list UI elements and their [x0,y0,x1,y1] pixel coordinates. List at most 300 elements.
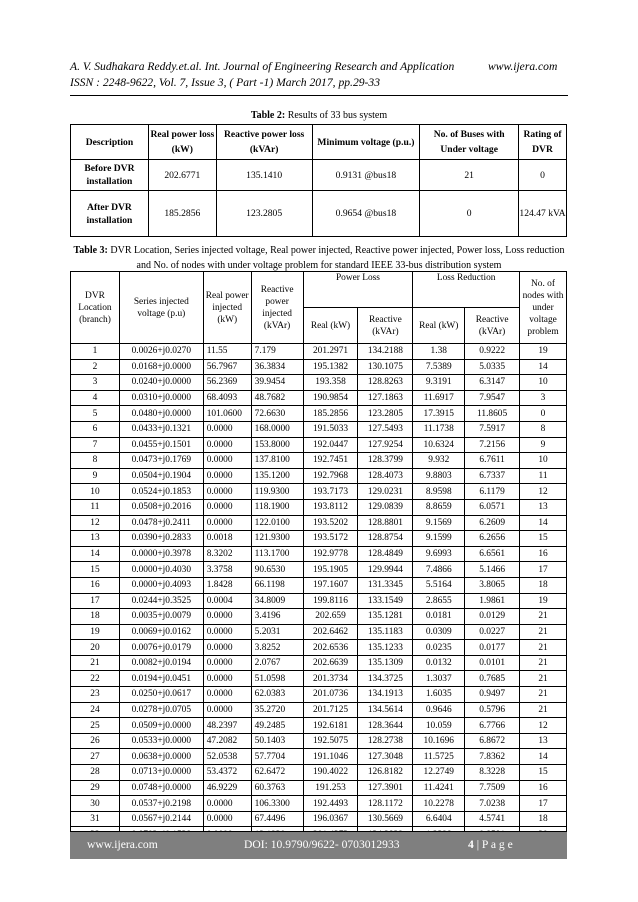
table3-cell: 19 [71,624,120,640]
table3-cell: 0.0390+j0.2833 [119,531,203,547]
table3-row [71,624,567,640]
table3-cell: 24 [71,702,120,718]
table3-cell: 2.0767 [251,655,303,671]
table3-row [71,531,567,547]
header-issn: ISSN : 2248-9622, Vol. 7, Issue 3, ( Part -1) March 2017, pp.29-33 [70,76,380,89]
table3-cell: 67.4496 [251,811,303,827]
table3-cell: 122.0100 [251,515,303,531]
table3-cell: 0.0000 [203,421,251,437]
table3-cell: 2.8655 [413,593,465,609]
table2-header-cell: No. of Buses with Under voltage [420,125,519,160]
table3-cell: 5.1466 [465,562,520,578]
table3-cell: 127.3901 [358,780,413,796]
table3-row [71,499,567,515]
footer-page-num: 4 [468,838,474,851]
table3-cell: 128.8263 [358,375,413,391]
table3-cell: 17 [520,796,567,812]
table3-cell: 3.8065 [465,577,520,593]
table3-cell: 7.5917 [465,421,520,437]
table3-cell: 6.8672 [465,733,520,749]
table3-cell: 0.0000 [203,811,251,827]
table3-cell: 14 [520,515,567,531]
table3-cell: 202.6536 [303,640,358,656]
table3-cell: 21 [520,624,567,640]
table3-cell: 36.3834 [251,359,303,375]
table3-cell: 18 [71,609,120,625]
table2-header-cell: Description [71,125,149,160]
table3-cell: 0.0000 [203,796,251,812]
table3-cell: 118.1900 [251,499,303,515]
table3-cell: 0.0748+j0.0000 [119,780,203,796]
table2-cell: 21 [420,160,519,191]
table3-cell: 192.7451 [303,453,358,469]
table3-cell: 192.4493 [303,796,358,812]
table3-cell: 0.0309 [413,624,465,640]
table3-cell: 0.0000 [203,609,251,625]
table3-cell: 193.358 [303,375,358,391]
table3-cell: 0.0000 [203,655,251,671]
table2-header-cell: Real power loss (kW) [148,125,216,160]
table3-row [71,421,567,437]
table3-cell: 191.1046 [303,749,358,765]
table3-cell: 126.8182 [358,765,413,781]
table3-cell: 15 [520,765,567,781]
header-site-link[interactable]: www.ijera.com [488,60,558,73]
table3-cell: 202.659 [303,609,358,625]
table3-header-location: DVR Location (branch) [71,272,120,344]
table3-cell: 57.7704 [251,749,303,765]
table3-cell: 17 [520,562,567,578]
table3-cell: 19 [520,344,567,360]
table3-cell: 195.1382 [303,359,358,375]
table3-cell: 0.0177 [465,640,520,656]
table3-row [71,577,567,593]
table3-cell: 6.2609 [465,515,520,531]
table3-cell: 128.1172 [358,796,413,812]
table3-cell: 127.3048 [358,749,413,765]
table3-cell: 8.3228 [465,765,520,781]
table3-cell: 21 [520,640,567,656]
table3-cell: 128.3799 [358,453,413,469]
table3-cell: 113.1700 [251,546,303,562]
table3-cell: 21 [520,655,567,671]
table3-cell: 56.7967 [203,359,251,375]
table3-cell: 0.0132 [413,655,465,671]
table3-cell: 3 [71,375,120,391]
table3-cell: 48.7682 [251,390,303,406]
table3-cell: 0.5796 [465,702,520,718]
table3-cell: 10 [520,375,567,391]
table3-cell: 11.4241 [413,780,465,796]
table3-cell: 68.4093 [203,390,251,406]
table3-header-loss-reduction: Loss Reduction [413,272,520,308]
table3-cell: 119.9300 [251,484,303,500]
table3-cell: 7.9547 [465,390,520,406]
table2-cell: 185.2856 [148,191,216,237]
table3-cell: 0.0026+j0.0270 [119,344,203,360]
table3-cell: 6.6404 [413,811,465,827]
header-rule [70,95,568,96]
table3-cell: 0.0000 [203,484,251,500]
table3-row [71,687,567,703]
table3-cell: 0.0244+j0.3525 [119,593,203,609]
table3-cell: 52.0538 [203,749,251,765]
table3-cell: 0.0000 [203,437,251,453]
table3-cell: 6.2656 [465,531,520,547]
table3-row [71,655,567,671]
table3-cell: 3.3758 [203,562,251,578]
table3-cell: 15 [71,562,120,578]
table3-caption-label: Table 3: [73,245,108,256]
footer-page-number [468,838,513,851]
table3-cell: 0.0069+j0.0162 [119,624,203,640]
running-header [70,58,570,90]
table3-cell: 56.2369 [203,375,251,391]
table3-cell: 134.3725 [358,671,413,687]
table3-cell: 190.4022 [303,765,358,781]
table3-cell: 0.0000+j0.4030 [119,562,203,578]
table3-cell: 6.7766 [465,718,520,734]
table3-cell: 129.0231 [358,484,413,500]
table3-row [71,437,567,453]
table3-header-power-loss: Power Loss [303,272,413,308]
table3-cell: 0 [520,406,567,422]
table3-cell: 21 [520,702,567,718]
table2-header-cell: Minimum voltage (p.u.) [312,125,420,160]
table3-cell: 192.7968 [303,468,358,484]
table3-cell: 0.0240+j0.0000 [119,375,203,391]
table3-cell: 12.2749 [413,765,465,781]
table3-cell: 51.0598 [251,671,303,687]
table3-cell: 62.0383 [251,687,303,703]
table3-cell: 168.0000 [251,421,303,437]
table3-cell: 66.1198 [251,577,303,593]
table3-cell: 18 [520,811,567,827]
table3-cell: 201.2971 [303,344,358,360]
table3-cell: 0.0000 [203,499,251,515]
table3-cell: 11.8605 [465,406,520,422]
table3-cell: 191.5033 [303,421,358,437]
table3-cell: 0.0000+j0.4093 [119,577,203,593]
table3-cell: 0.0473+j0.1769 [119,453,203,469]
table3-cell: 7.0238 [465,796,520,812]
table3-cell: 16 [520,546,567,562]
table3-cell: 3.4196 [251,609,303,625]
table3-cell: 133.1549 [358,593,413,609]
table3-cell: 1.6035 [413,687,465,703]
table3-cell: 0.0018 [203,531,251,547]
table3-cell: 192.5075 [303,733,358,749]
table3-cell: 0.0310+j0.0000 [119,390,203,406]
table3-cell: 0.9497 [465,687,520,703]
footer-page-word: | P a g e [473,838,513,851]
table3-cell: 53.4372 [203,765,251,781]
table3-cell: 21 [520,687,567,703]
table3-cell: 0.0000 [203,468,251,484]
table3-cell: 195.1905 [303,562,358,578]
table3-cell: 27 [71,749,120,765]
table3-cell: 11.1738 [413,421,465,437]
table3-cell: 15 [520,531,567,547]
table3-subheader-reactive: Reactive (kVAr) [465,308,520,344]
table3-cell: 6.7611 [465,453,520,469]
table3-cell: 0.0000 [203,702,251,718]
table3-cell: 0.0638+j0.0000 [119,749,203,765]
header-line-1 [70,58,570,75]
table3-row [71,765,567,781]
table3-cell: 12 [520,484,567,500]
table3-cell: 1.8428 [203,577,251,593]
table3-cell: 50.1403 [251,733,303,749]
table3-cell: 0.0509+j0.0000 [119,718,203,734]
table3-cell: 0.0480+j0.0000 [119,406,203,422]
table3-cell: 0.0533+j0.0000 [119,733,203,749]
table3-caption [70,243,568,273]
table3-cell: 0.0567+j0.2144 [119,811,203,827]
table3-row [71,780,567,796]
table3-row [71,406,567,422]
table3-cell: 21 [520,609,567,625]
table3-cell: 7.4866 [413,562,465,578]
table3-cell: 30 [71,796,120,812]
table2-header-cell: Rating of DVR [519,125,567,160]
table3-cell: 201.0736 [303,687,358,703]
table3-cell: 12 [71,515,120,531]
table3-row [71,484,567,500]
table3-cell: 0.0278+j0.0705 [119,702,203,718]
table3-cell: 20 [71,640,120,656]
table3-row [71,609,567,625]
table3-cell: 5.0335 [465,359,520,375]
table3-cell: 2 [71,359,120,375]
table3-cell: 19 [520,593,567,609]
table3-row [71,796,567,812]
table3-cell: 0.0101 [465,655,520,671]
table3-cell: 5.2031 [251,624,303,640]
table3-cell: 0.0504+j0.1904 [119,468,203,484]
table3-cell: 6.1179 [465,484,520,500]
table3-cell: 9 [71,468,120,484]
table3-cell: 17 [71,593,120,609]
table3-cell: 8.8659 [413,499,465,515]
header-citation: A. V. Sudhakara Reddy.et.al. Int. Journal of Engineering Research and Application [70,60,455,73]
table3-cell: 10.059 [413,718,465,734]
table3-cell: 11 [520,468,567,484]
table3-cell: 21 [520,671,567,687]
table3-cell: 12 [520,718,567,734]
table3-cell: 129.9944 [358,562,413,578]
table3-row [71,468,567,484]
table2-header-cell: Reactive power loss (kVAr) [216,125,312,160]
table3-row [71,640,567,656]
table3-cell: 135.1183 [358,624,413,640]
table3-cell: 9.8803 [413,468,465,484]
table3-cell: 7.8362 [465,749,520,765]
table2-cell: 124.47 kVA [519,191,567,237]
table3-cell: 201.7125 [303,702,358,718]
table3-cell: 193.5172 [303,531,358,547]
table3-cell: 128.4849 [358,546,413,562]
table3-header-real-injected: Real power injected (kW) [203,272,251,344]
table3-header-series: Series injected voltage (p.u) [119,272,203,344]
table3-cell: 35.2720 [251,702,303,718]
table3-cell: 134.5614 [358,702,413,718]
table3-cell: 192.6181 [303,718,358,734]
table3-cell: 11.5725 [413,749,465,765]
table3-cell: 128.4073 [358,468,413,484]
table3-cell: 128.2738 [358,733,413,749]
table3-cell: 47.2082 [203,733,251,749]
table3-cell: 72.6630 [251,406,303,422]
table3-cell: 6.3147 [465,375,520,391]
table2-cell: After DVR installation [71,191,149,237]
table3-cell: 8 [71,453,120,469]
table3-row [71,749,567,765]
table3-cell: 0.0455+j0.1501 [119,437,203,453]
table3-cell: 3 [520,390,567,406]
table3-cell: 0.0524+j0.1853 [119,484,203,500]
table3-cell: 0.0250+j0.0617 [119,687,203,703]
table3-cell: 134.2188 [358,344,413,360]
table3-cell: 0.0433+j0.1321 [119,421,203,437]
table3-cell: 10.1696 [413,733,465,749]
table3-cell: 0.0713+j0.0000 [119,765,203,781]
table3-cell: 0.0537+j0.2198 [119,796,203,812]
table3-row [71,515,567,531]
table3-cell: 9.932 [413,453,465,469]
table3-cell: 6.0571 [465,499,520,515]
table3-dvr-location [70,271,567,843]
table3-cell: 0.0004 [203,593,251,609]
table2-results [70,124,567,237]
table3-header-reactive-injected: Reactive power injected (kVAr) [251,272,303,344]
table3-subheader-reactive: Reactive (kVAr) [358,308,413,344]
table2-cell: 0.9131 @bus18 [312,160,420,191]
table3-cell: 127.9254 [358,437,413,453]
table3-cell: 153.8000 [251,437,303,453]
table3-row [71,671,567,687]
table3-cell: 6.6561 [465,546,520,562]
table3-cell: 8.9598 [413,484,465,500]
table3-caption-text: DVR Location, Series injected voltage, Real power injected, Reactive power injected, Power loss, Loss reduction and No. of nodes with under voltage problem for standard IEEE 33-bus distribution system [107,245,565,271]
table3-cell: 128.8801 [358,515,413,531]
table3-header-nodes: No. of nodes with under voltage problem [520,272,567,344]
table2-row [71,160,567,191]
table3-cell: 13 [520,499,567,515]
table3-cell: 8.3202 [203,546,251,562]
table3-cell: 101.0600 [203,406,251,422]
table3-cell: 199.8116 [303,593,358,609]
table3-cell: 7.5389 [413,359,465,375]
table2-cell: 0 [420,191,519,237]
table3-cell: 0.7685 [465,671,520,687]
table3-cell: 0.0000 [203,453,251,469]
table3-cell: 0.0000 [203,515,251,531]
table3-cell: 13 [71,531,120,547]
table3-cell: 9.6993 [413,546,465,562]
table2-row [71,191,567,237]
table3-cell: 0.0168+j0.0000 [119,359,203,375]
table3-cell: 9 [520,437,567,453]
table3-cell: 49.2485 [251,718,303,734]
table3-cell: 131.3345 [358,577,413,593]
table3-cell: 17.3915 [413,406,465,422]
table3-row [71,811,567,827]
table3-cell: 10 [520,453,567,469]
table3-cell: 0.0082+j0.0194 [119,655,203,671]
table3-cell: 137.8100 [251,453,303,469]
table3-cell: 6 [71,421,120,437]
table3-cell: 192.0447 [303,437,358,453]
table2-cell: 202.6771 [148,160,216,191]
table3-cell: 14 [520,749,567,765]
table3-cell: 10.2278 [413,796,465,812]
table3-cell: 193.5202 [303,515,358,531]
table3-cell: 193.8112 [303,499,358,515]
table3-cell: 21 [71,655,120,671]
table3-cell: 1.9861 [465,593,520,609]
table3-cell: 196.0367 [303,811,358,827]
table3-cell: 0.0194+j0.0451 [119,671,203,687]
table3-cell: 14 [71,546,120,562]
table3-cell: 6.7337 [465,468,520,484]
table3-cell: 46.9229 [203,780,251,796]
table3-cell: 9.1599 [413,531,465,547]
table3-cell: 202.6462 [303,624,358,640]
table3-cell: 190.9854 [303,390,358,406]
table3-cell: 29 [71,780,120,796]
table3-cell: 202.6639 [303,655,358,671]
table3-cell: 16 [520,780,567,796]
table3-cell: 1.38 [413,344,465,360]
table3-cell: 127.5493 [358,421,413,437]
table3-cell: 23 [71,687,120,703]
table3-cell: 48.2397 [203,718,251,734]
table3-cell: 62.6472 [251,765,303,781]
table3-cell: 0.0129 [465,609,520,625]
table3-row [71,593,567,609]
footer-site-link[interactable]: www.ijera.com [87,838,158,851]
table3-cell: 201.3734 [303,671,358,687]
table3-cell: 127.1863 [358,390,413,406]
table3-cell: 60.3763 [251,780,303,796]
table2-cell: Before DVR installation [71,160,149,191]
table3-row [71,702,567,718]
table2-cell: 135.1410 [216,160,312,191]
table3-header-row [71,272,567,308]
table3-cell: 39.9454 [251,375,303,391]
table2-caption-text: Results of 33 bus system [285,110,388,121]
table3-cell: 26 [71,733,120,749]
table3-cell: 1 [71,344,120,360]
page-footer [70,831,567,859]
table3-cell: 34.8009 [251,593,303,609]
table3-row [71,718,567,734]
table3-cell: 0.9646 [413,702,465,718]
table3-cell: 0.9222 [465,344,520,360]
table3-cell: 4.5741 [465,811,520,827]
table3-cell: 130.1075 [358,359,413,375]
table3-cell: 4 [71,390,120,406]
table3-body [71,344,567,843]
table3-cell: 25 [71,718,120,734]
table3-cell: 0.0000 [203,687,251,703]
table3-cell: 11 [71,499,120,515]
table3-cell: 7.7509 [465,780,520,796]
table3-cell: 129.0839 [358,499,413,515]
table3-cell: 5 [71,406,120,422]
table2-cell: 123.2805 [216,191,312,237]
